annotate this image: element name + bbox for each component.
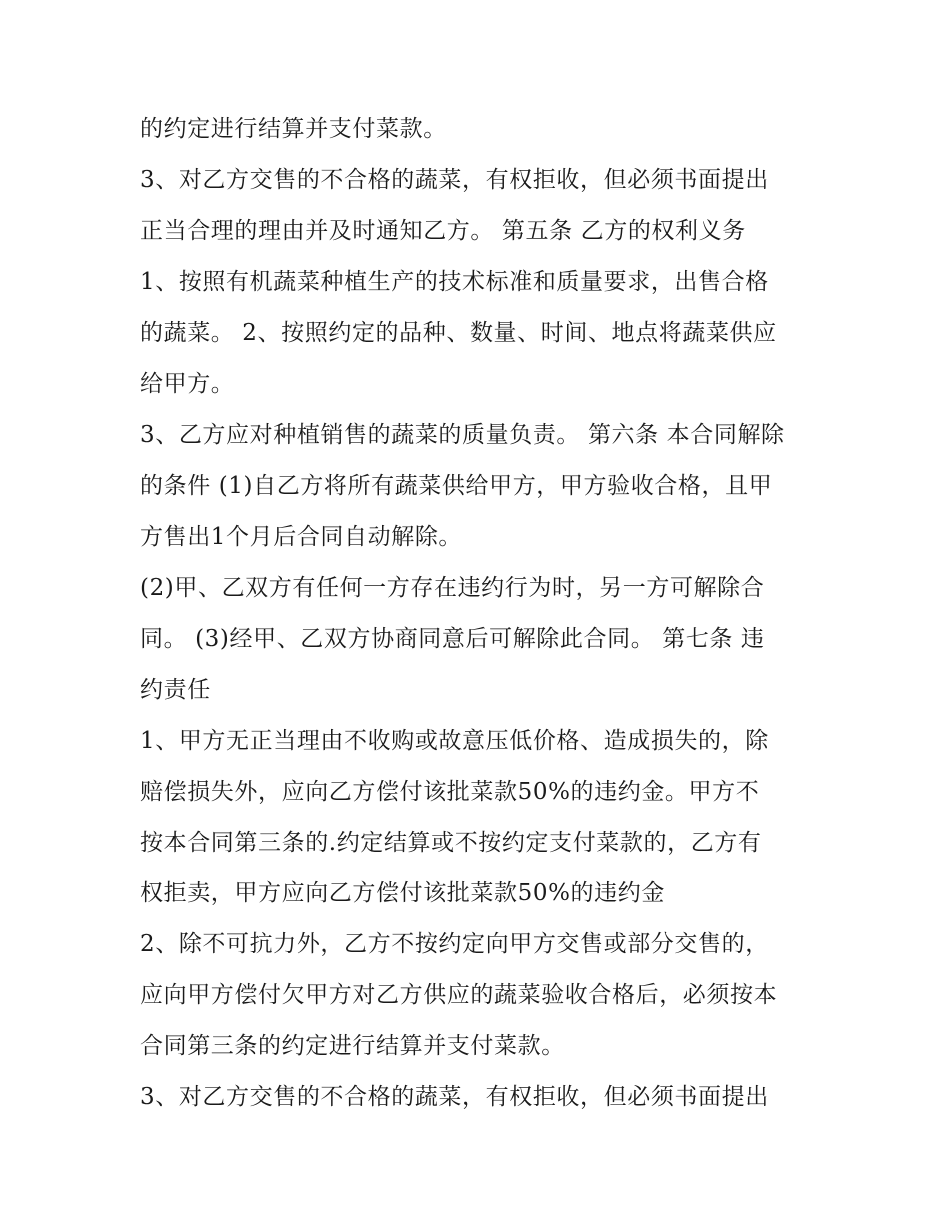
text-line: 方售出1个月后合同自动解除。 <box>140 524 463 550</box>
text-line: 3、对乙方交售的不合格的蔬菜，有权拒收，但必须书面提出 <box>140 167 769 193</box>
text-line: 正当合理的理由并及时通知乙方。 第五条 乙方的权利义务 <box>140 218 746 244</box>
text-line: 赔偿损失外，应向乙方偿付该批菜款50%的违约金。甲方不 <box>140 779 760 805</box>
text-line: 的蔬菜。 2、按照约定的品种、数量、时间、地点将蔬菜供应 <box>140 320 777 346</box>
text-line: 给甲方。 <box>140 371 235 397</box>
text-line: 的约定进行结算并支付菜款。 <box>140 116 447 142</box>
text-line: 按本合同第三条的.约定结算或不按约定支付菜款的，乙方有 <box>140 830 762 856</box>
text-line: 3、对乙方交售的不合格的蔬菜，有权拒收，但必须书面提出 <box>140 1084 769 1110</box>
text-line: 1、甲方无正当理由不收购或故意压低价格、造成损失的，除 <box>140 728 769 754</box>
text-line: (2)甲、乙双方有任何一方存在违约行为时，另一方可解除合 <box>140 575 765 601</box>
text-line: 3、乙方应对种植销售的蔬菜的质量负责。 第六条 本合同解除 <box>140 422 785 448</box>
text-line: 合同第三条的约定进行结算并支付菜款。 <box>140 1033 565 1059</box>
text-line: 约责任 <box>140 677 211 703</box>
text-line: 1、按照有机蔬菜种植生产的技术标准和质量要求，出售合格 <box>140 269 769 295</box>
text-line: 的条件 (1)自乙方将所有蔬菜供给甲方，甲方验收合格，且甲 <box>140 473 773 499</box>
text-line: 同。 (3)经甲、乙双方协商同意后可解除此合同。 第七条 违 <box>140 626 765 652</box>
text-line: 应向甲方偿付欠甲方对乙方供应的蔬菜验收合格后，必须按本 <box>140 982 778 1008</box>
text-line: 权拒卖，甲方应向乙方偿付该批菜款50%的违约金 <box>140 880 665 906</box>
text-line: 2、除不可抗力外，乙方不按约定向甲方交售或部分交售的， <box>140 931 769 957</box>
